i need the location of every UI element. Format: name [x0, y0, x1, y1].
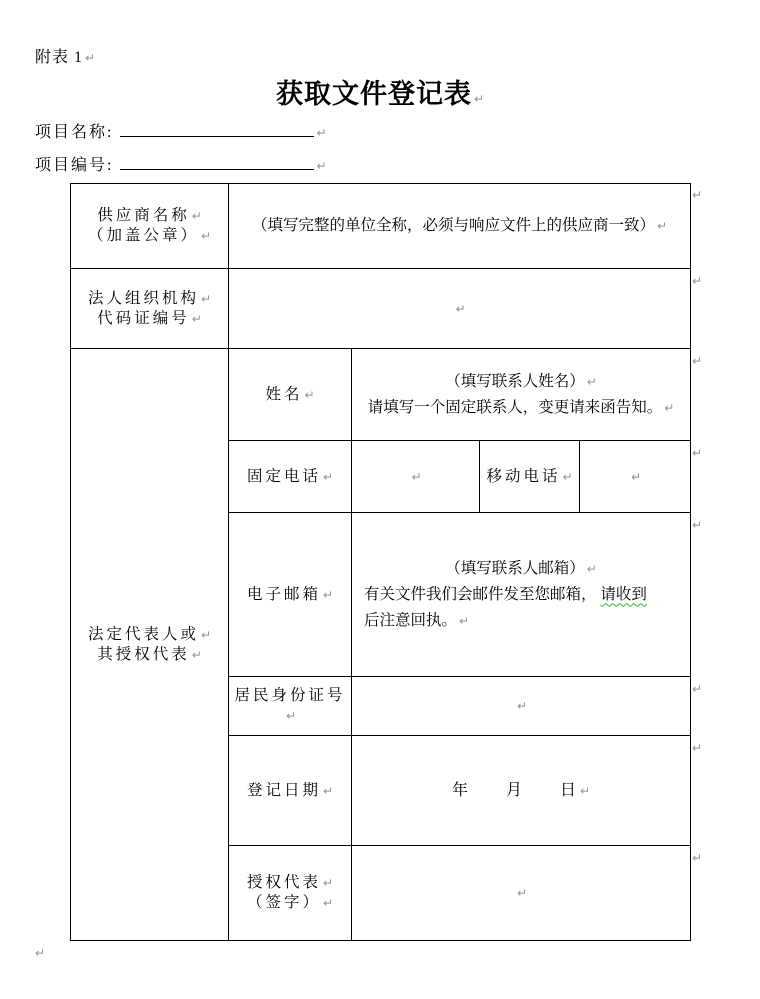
pilcrow-mark: ↵	[692, 354, 703, 368]
pilcrow-mark: ↵	[322, 783, 334, 798]
email-hint3: 后注意回执。 ↵	[364, 611, 470, 629]
pilcrow-mark: ↵	[85, 51, 96, 65]
org-code-label-cell	[71, 269, 229, 349]
auth-rep-label-line2: （签字） ↵	[246, 894, 334, 911]
legal-rep-label-cell	[71, 349, 229, 941]
pilcrow-mark: ↵	[322, 587, 334, 602]
supplier-label-line1: 供应商名称 ↵	[97, 207, 202, 224]
pilcrow-mark: ↵	[562, 469, 573, 484]
pilcrow-mark: ↵	[692, 851, 703, 865]
contact-name-hint2: 请填写一个固定联系人，变更请来函告知。 ↵	[367, 398, 675, 416]
pilcrow-mark: ↵	[35, 946, 46, 960]
pilcrow-mark: ↵	[459, 613, 470, 628]
supplier-label-line2: （加盖公章） ↵	[87, 227, 212, 244]
pilcrow-mark: ↵	[316, 126, 327, 140]
pilcrow-mark: ↵	[322, 876, 334, 890]
table-row	[71, 184, 691, 269]
pilcrow-mark: ↵	[692, 518, 703, 532]
registration-table	[70, 183, 691, 941]
pilcrow-mark: ↵	[692, 682, 703, 696]
spellcheck-flagged-text: 请收到	[600, 585, 647, 603]
id-number-label-cell: 居民身份证号↵	[229, 677, 352, 736]
pilcrow-mark: ↵	[656, 219, 668, 233]
project-number-field	[35, 152, 327, 175]
pilcrow-mark: ↵	[692, 188, 703, 202]
landline-label-cell: 固定电话 ↵	[229, 441, 352, 513]
pilcrow-mark: ↵	[191, 311, 202, 326]
reg-date-value-cell[interactable]	[352, 736, 691, 846]
auth-rep-label-line1: 授权代表 ↵	[246, 874, 334, 891]
pilcrow-mark: ↵	[322, 469, 334, 484]
pilcrow-mark: ↵	[200, 627, 212, 642]
table-row	[71, 269, 691, 349]
project-name-blank[interactable]	[120, 121, 314, 137]
mobile-label-cell: 移动电话 ↵	[480, 441, 580, 513]
legal-rep-label-line2: 其授权代表 ↵	[97, 645, 202, 663]
pilcrow-mark: ↵	[586, 561, 597, 576]
org-code-value-cell[interactable]	[229, 269, 691, 349]
email-hint1: （填写联系人邮箱） ↵	[445, 559, 597, 577]
id-number-value-cell[interactable]	[352, 677, 691, 736]
pilcrow-mark: ↵	[664, 400, 675, 415]
pilcrow-mark: ↵	[200, 229, 212, 243]
pilcrow-mark: ↵	[322, 896, 334, 910]
pilcrow-mark: ↵	[455, 301, 466, 316]
org-code-label-line2: 代码证编号 ↵	[97, 309, 202, 327]
pilcrow-mark: ↵	[692, 741, 703, 755]
table-row	[71, 349, 691, 441]
contact-name-value-cell[interactable]	[352, 349, 691, 441]
project-number-blank[interactable]	[120, 154, 314, 170]
landline-value-cell[interactable]	[352, 441, 480, 513]
pilcrow-mark: ↵	[191, 209, 202, 223]
reg-date-placeholder: 年 月 日	[451, 781, 578, 799]
auth-rep-signature-cell[interactable]	[352, 846, 691, 941]
pilcrow-mark: ↵	[516, 886, 528, 900]
legal-rep-label-line1: 法定代表人或 ↵	[87, 625, 212, 643]
pilcrow-mark: ↵	[630, 469, 642, 484]
reg-date-label-cell: 登记日期 ↵	[229, 736, 352, 846]
supplier-name-value-cell[interactable]	[229, 184, 691, 269]
annex-label	[35, 44, 95, 67]
email-label-cell: 电子邮箱 ↵	[229, 513, 352, 677]
annex-text: 附表 1	[35, 49, 84, 66]
auth-rep-label-cell	[229, 846, 352, 941]
contact-name-label-cell: 姓名 ↵	[229, 349, 352, 441]
email-value-cell[interactable]	[352, 513, 691, 677]
pilcrow-mark: ↵	[411, 469, 422, 484]
title-row	[0, 72, 760, 111]
mobile-value-cell[interactable]	[580, 441, 691, 513]
pilcrow-mark: ↵	[473, 92, 485, 106]
contact-name-hint1: （填写联系人姓名） ↵	[445, 372, 597, 390]
supplier-name-label-cell	[71, 184, 229, 269]
pilcrow-mark: ↵	[191, 647, 202, 662]
pilcrow-mark: ↵	[304, 387, 315, 402]
pilcrow-mark: ↵	[516, 699, 528, 713]
pilcrow-mark: ↵	[285, 709, 297, 723]
pilcrow-mark: ↵	[692, 446, 703, 460]
pilcrow-mark: ↵	[586, 374, 597, 389]
project-number-label: 项目编号:	[35, 157, 114, 174]
org-code-label-line1: 法人组织机构 ↵	[87, 289, 212, 307]
project-name-label: 项目名称:	[35, 124, 114, 141]
project-name-field	[35, 119, 327, 142]
supplier-name-hint: （填写完整的单位全称，必须与响应文件上的供应商一致）	[251, 217, 655, 234]
pilcrow-mark: ↵	[200, 291, 212, 306]
pilcrow-mark: ↵	[316, 159, 327, 173]
pilcrow-mark: ↵	[692, 274, 703, 288]
pilcrow-mark: ↵	[579, 783, 591, 798]
email-hint2: 有关文件我们会邮件发至您邮箱， 请收到	[364, 585, 647, 603]
page-title: 获取文件登记表	[275, 79, 472, 109]
